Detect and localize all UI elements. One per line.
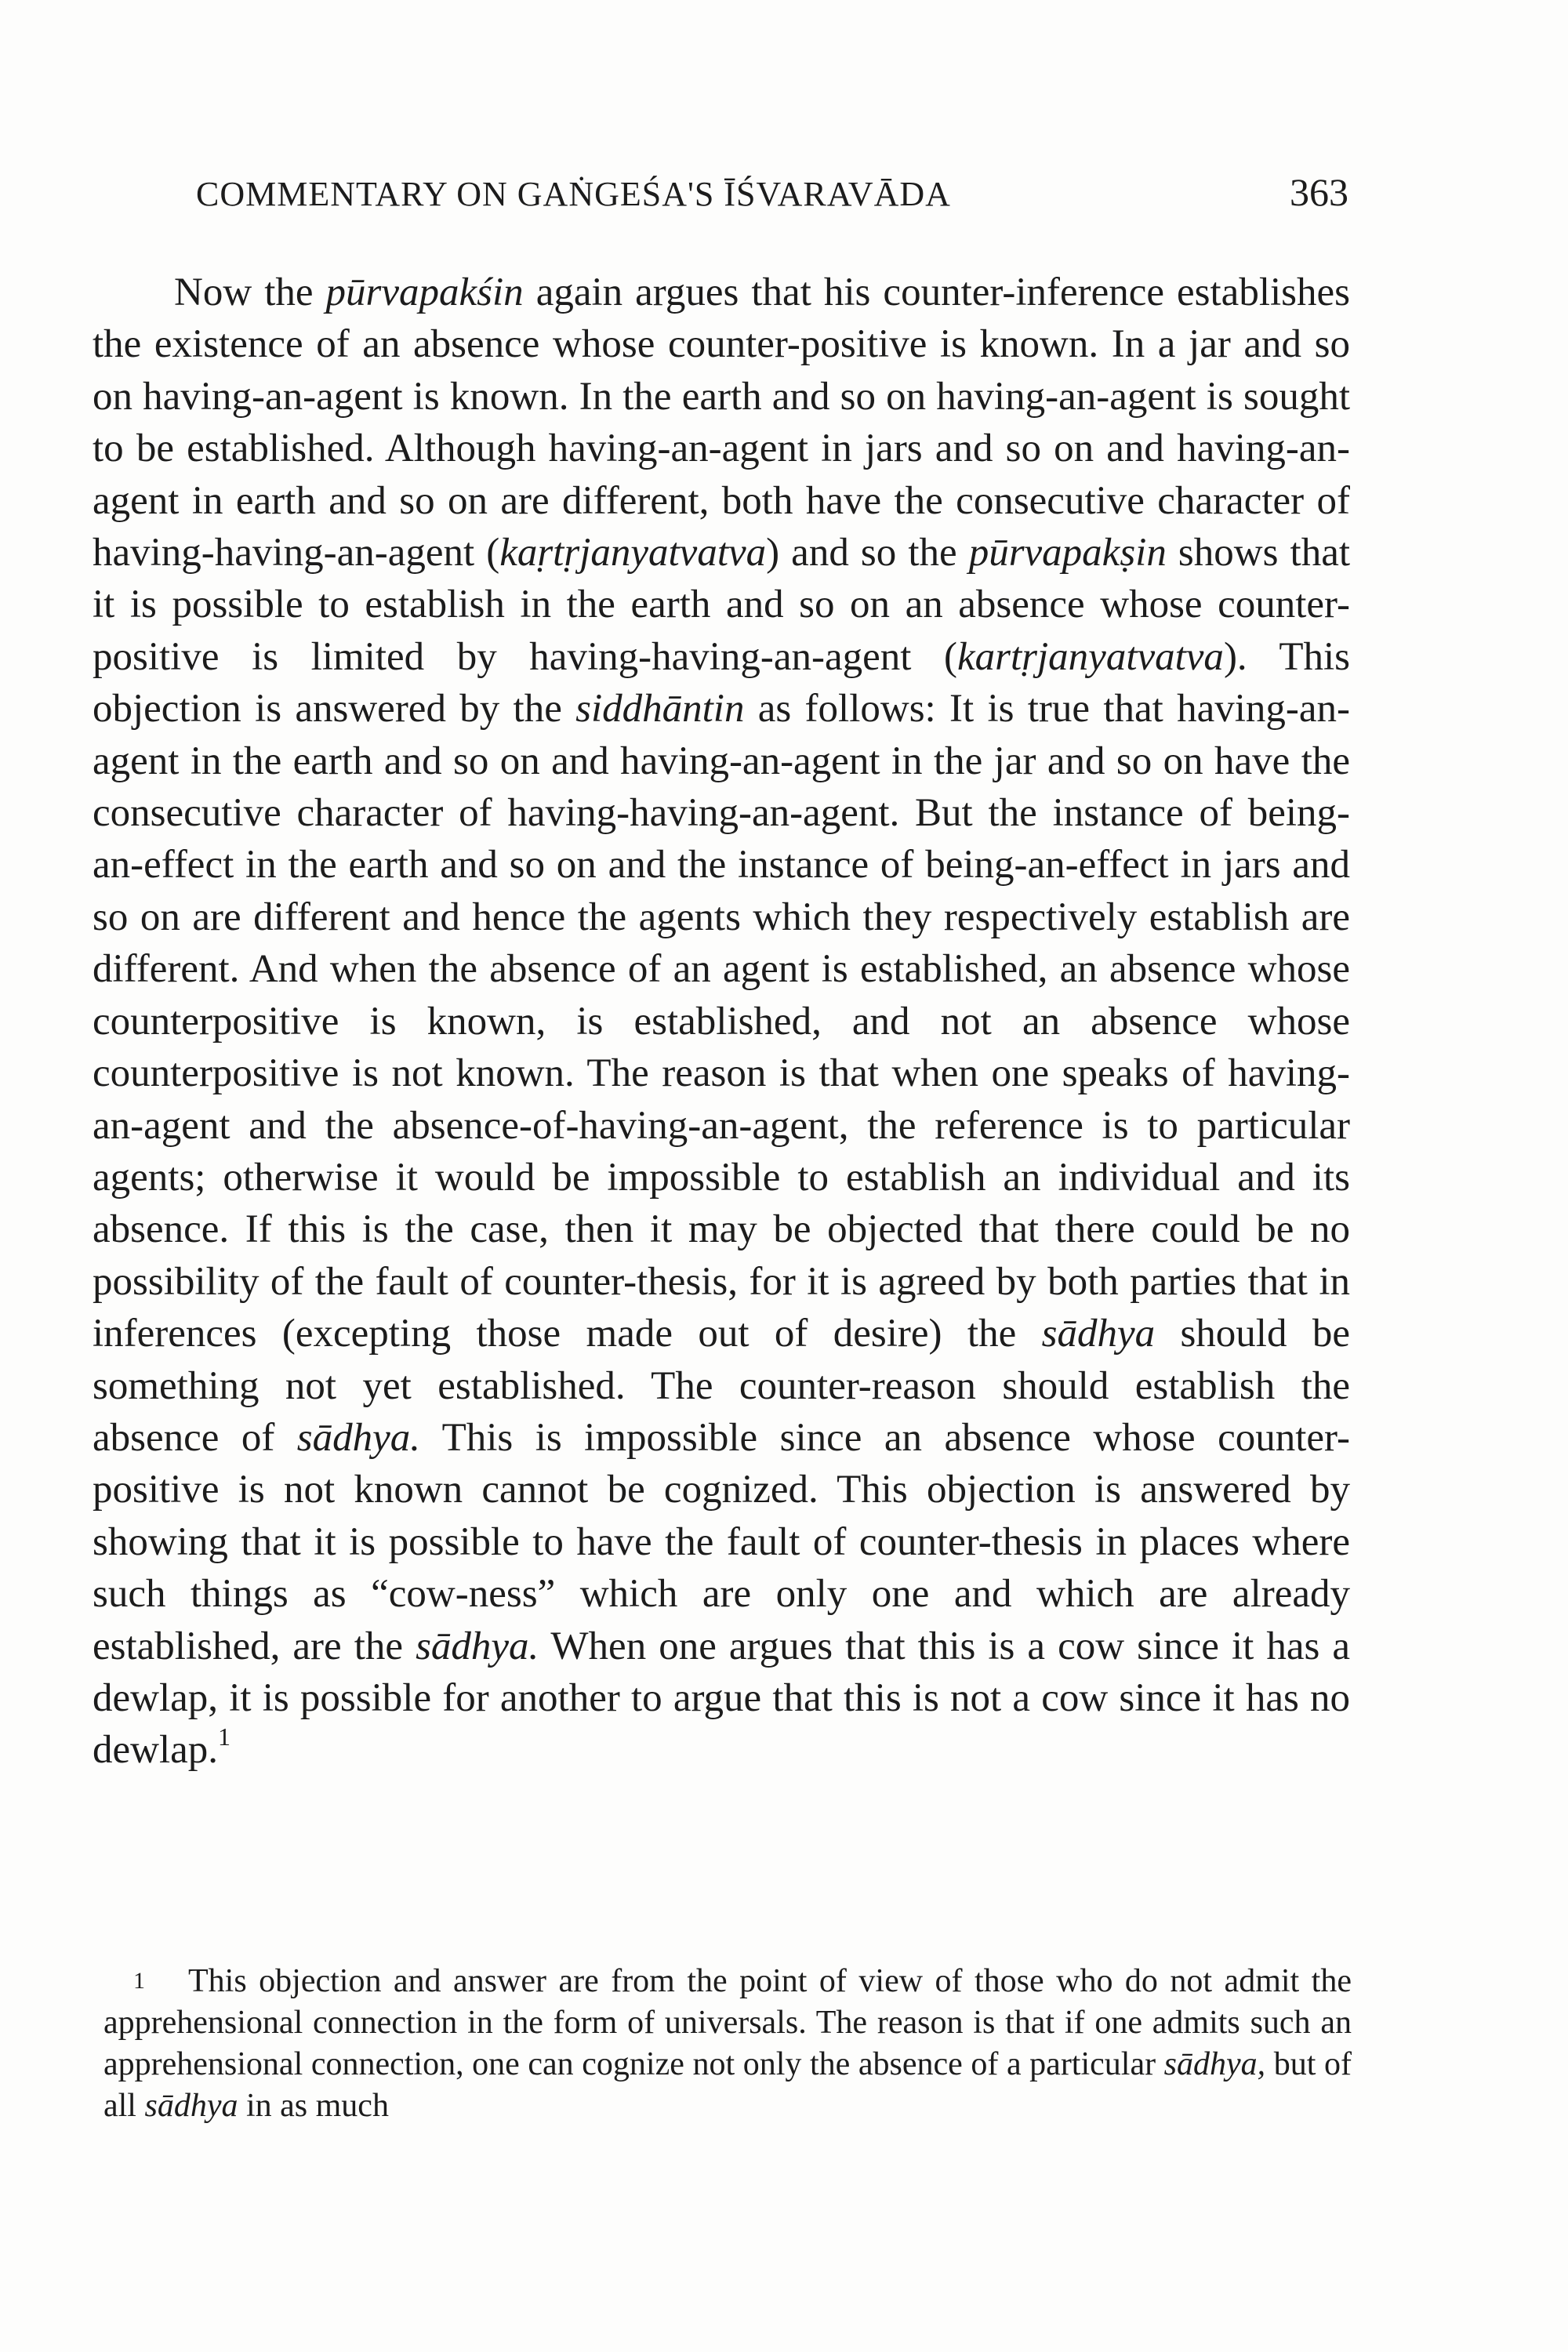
running-head: COMMENTARY ON GAṄGEŚA'S ĪŚVARAVĀDA bbox=[196, 175, 951, 213]
page-header bbox=[196, 170, 1348, 229]
text-run: Now the bbox=[174, 270, 326, 314]
text-run: This objection and answer are from the point of view of those who do not admit the apprehensional connection in the form of universals. The reason is that if one admits such an apprehensional connection, one can cognize not only the absence of a particular bbox=[103, 1963, 1352, 2082]
main-text bbox=[93, 267, 1350, 1777]
italic-term: kartṛjanyatvatva bbox=[957, 634, 1224, 679]
footnote-marker: 1 bbox=[218, 1722, 231, 1751]
italic-term: sādhya. bbox=[296, 1415, 421, 1460]
italic-term: pūrvapakṣin bbox=[968, 531, 1167, 575]
page-number: 363 bbox=[1290, 170, 1348, 214]
footnote-number: 1 bbox=[133, 1968, 145, 1994]
italic-term: sādhya bbox=[144, 2088, 238, 2124]
text-run: again argues that his counter-inference establishes the existence of an absence whose counter-positive is known. In a jar and so on having-an-agent is known. In the earth and so on having-an-agent is sought to be established. Although having-an-agent in jars and so on and having-an-agent in earth and so on are different, both have the consecutive character of having-having-an-agent ( bbox=[93, 270, 1350, 575]
text-run: This is impossible since an absence whose counter-positive is not known cannot be cognized. This objection is answered by showing that it is possible to have the fault of counter-thesis in places where such things as “cow-ness” which are only one and which are already established, are the bbox=[93, 1415, 1350, 1668]
paragraph bbox=[93, 267, 1350, 1777]
text-run: but of all bbox=[103, 2046, 1352, 2124]
italic-term: kaṛtṛjanyatvatva bbox=[499, 531, 767, 575]
text-run: When one argues that this is a cow since it has a dewlap, it is possible for another to argue that this is not a cow since it has no dewlap. bbox=[93, 1624, 1350, 1773]
italic-term: sādhya bbox=[1041, 1312, 1156, 1356]
text-run: ). This objection is answered by the bbox=[93, 634, 1350, 731]
italic-term: sādhya, bbox=[1163, 2046, 1266, 2082]
italic-term: sādhya. bbox=[416, 1624, 539, 1668]
text-run: should be something not yet established. The counter-reason should establish the absence of bbox=[93, 1312, 1350, 1460]
text-run: in as much bbox=[238, 2088, 389, 2124]
footnote bbox=[103, 1960, 1352, 2127]
italic-term: pūrvapakśin bbox=[325, 270, 524, 314]
text-run: shows that it is possible to establish in the earth and so on an absence whose counter-positive is limited by having-having-an-agent ( bbox=[93, 531, 1350, 679]
text-run: as follows: It is true that having-an-agent in the earth and so on and having-an-agent in the jar and so on have the consecutive character of having-having-an-agent. But the instance of being-an-effect in the earth and so on and the instance of being-an-effect in jars and so on are different and hence the agents which they respectively establish are different. And when the absence of an agent is established, an absence whose counterpositive is known, is established, and not an absence whose counterpositive is not known. The reason is that when one speaks of having-an-agent and the absence-of-having-an-agent, the reference is to particular agents; otherwise it would be impossible to establish an individual and its absence. If this is the case, then it may be objected that there could be no possibility of the fault of counter-thesis, for it is agreed by both parties that in inferences (excepting those made out of desire) the bbox=[93, 687, 1350, 1356]
italic-term: siddhāntin bbox=[575, 687, 745, 731]
text-run: ) and so the bbox=[766, 531, 969, 575]
